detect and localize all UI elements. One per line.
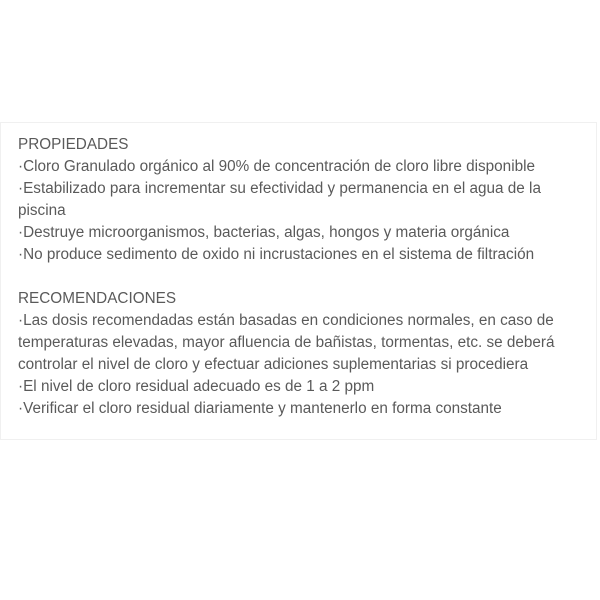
- section-heading-propiedades: PROPIEDADES: [18, 136, 129, 153]
- property-line: ·Estabilizado para incrementar su efectividad y permanencia en el agua de la: [18, 180, 541, 197]
- property-line: ·No produce sedimento de oxido ni incrustaciones en el sistema de filtración: [18, 246, 535, 263]
- property-line: ·Destruye microorganismos, bacterias, algas, hongos y materia orgánica: [18, 224, 510, 241]
- product-description: [18, 134, 598, 420]
- property-line: piscina: [18, 202, 66, 219]
- recommendation-line: controlar el nivel de cloro y efectuar adiciones suplementarias si procediera: [18, 356, 529, 373]
- recommendation-line: ·Verificar el cloro residual diariamente y mantenerlo en forma constante: [18, 400, 502, 417]
- product-description-box: [0, 122, 597, 440]
- section-spacer: [18, 266, 598, 288]
- property-line: ·Cloro Granulado orgánico al 90% de concentración de cloro libre disponible: [18, 158, 536, 175]
- recommendation-line: ·Las dosis recomendadas están basadas en condiciones normales, en caso de: [18, 312, 554, 329]
- recommendation-line: temperaturas elevadas, mayor afluencia de bañistas, tormentas, etc. se deberá: [18, 334, 555, 351]
- section-heading-recomendaciones: RECOMENDACIONES: [18, 290, 177, 307]
- recommendation-line: ·El nivel de cloro residual adecuado es de 1 a 2 ppm: [18, 378, 375, 395]
